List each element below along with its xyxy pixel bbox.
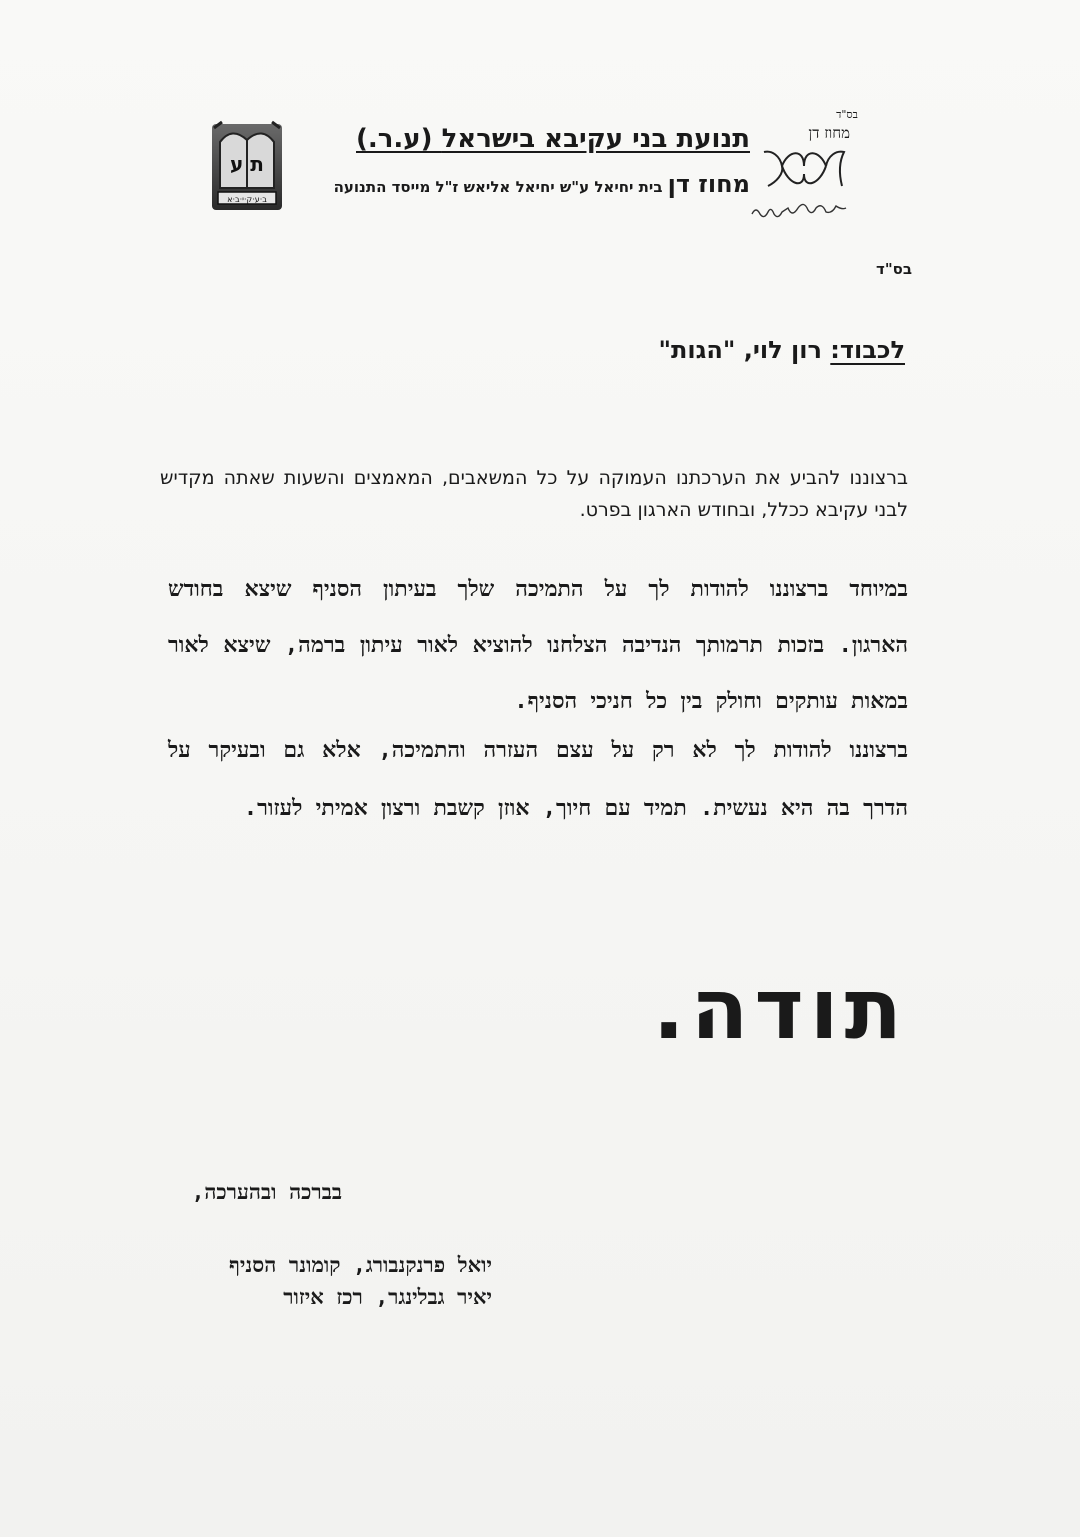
addressee-label: לכבוד: — [830, 336, 905, 364]
paragraph-2: במיוחד ברצוננו להודות לך על התמיכה שלך בעיתון הסניף שיצא בחודש הארגון. בזכות תרמותך הנדיבה הצלחנו להוציא לאור עיתון ברמה, שיצא לאור במאות עותקים וחולק בין כל חניכי הסניף. — [168, 577, 908, 714]
addressee — [659, 336, 906, 364]
torah-tablets-emblem-icon — [210, 118, 284, 214]
branch-name: מחוז דן — [808, 124, 850, 142]
signer-1: יואל פרנקנבורג, קומונר הסניף — [229, 1253, 492, 1277]
letterhead — [210, 118, 750, 218]
paragraph-1: ברצוננו להביע את הערכתנו העמוקה על כל המשאבים, המאמצים והשעות שאתה מקדיש לבני עקיבא ככלל, ובחודש הארגון בפרט. — [160, 467, 908, 521]
svg-text:ב·ע·ק·י·ב·א: ב·ע·ק·י·ב·א — [227, 195, 267, 204]
branch-handwriting-icon — [748, 198, 858, 223]
organization-subtitle — [334, 170, 750, 198]
branch-bsd: בס"ד — [836, 108, 858, 121]
org-title-text: תנועת בני עקיבא בישראל — [441, 124, 750, 154]
branch-signature-sketch-icon — [758, 144, 848, 194]
region-name: מחוז דן — [667, 170, 750, 198]
thanks-heading: תודה. — [652, 960, 908, 1058]
signer-2: יאיר גבלינגר, רכז איזור — [283, 1285, 492, 1309]
letter-bsd: בס"ד — [876, 260, 912, 278]
house-name: בית יחיאל ע"ש יחיאל אליאש ז"ל מייסד התנועה — [333, 178, 663, 196]
logo-letters: ת ע — [230, 152, 264, 176]
organization-title — [356, 124, 750, 154]
closing-line: בברכה ובהערכה, — [191, 1180, 342, 1204]
paragraph-3: ברצוננו להודות לך לא רק על עצם העזרה והתמיכה, אלא גם ובעיקר על הדרך בה היא נעשית. תמיד עם חיוך, אוזן קשבת ורצון אמיתי לעזור. — [168, 738, 908, 821]
addressee-name: רון לוי, "הגות" — [658, 336, 822, 364]
branch-mark — [748, 108, 858, 223]
org-title-suffix: (ע.ר.) — [356, 124, 433, 154]
